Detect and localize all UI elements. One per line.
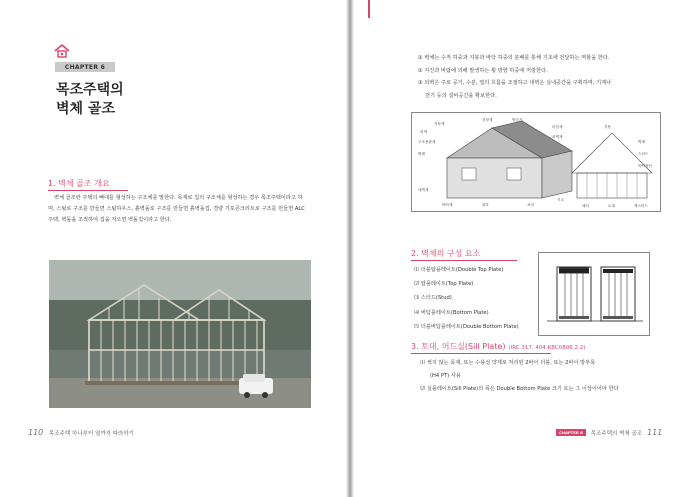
chapter-title-line1: 목조주택의 [56, 82, 124, 98]
list-item: ② 지진과 바람에 의해 발생하는 횡 방향 하중에 저항한다. [418, 67, 548, 74]
list-item: ⑵ 실플레이트(Sill Plate)의 폭은 Double Bottom Plate 크기 또는 그 이상이어야 한다 [420, 386, 619, 392]
diagram-label: 지붕 [604, 125, 611, 129]
diagram-label: 내벽재 [418, 188, 429, 192]
diagram-label: 벽체 [418, 152, 425, 156]
list-item: (H4 PT) 사용 [430, 373, 461, 379]
book-gutter [346, 0, 354, 497]
list-item: ⑴ 더블탑플레이트(Double Top Plate) [414, 267, 504, 273]
left-footer-text: 목조주택 하나부터 열까지 따라하기 [49, 431, 134, 437]
chapter-title-line2: 벽체 골조 [56, 101, 115, 117]
right-page-number: 111 [647, 428, 663, 437]
diagram-label: 기초 [557, 198, 564, 202]
chapter-title [56, 81, 216, 119]
sill-plate-list [420, 357, 670, 396]
section2-rule [411, 260, 517, 261]
wall-framing-photo [49, 260, 311, 408]
diagram-label: 잭스터드 [634, 204, 648, 208]
chapter-badge: CHAPTER 6 [55, 62, 115, 72]
list-item: ⑵ 탑플레이트(Top Plate) [414, 281, 474, 288]
list-item: ① 벽체는 수직 하중과 지붕과 바닥 하중의 분배를 통해 기초에 전달하는 역할을 한다. [418, 55, 610, 61]
diagram-label: 구조용판재 [418, 140, 436, 144]
diagram-label: 토대 [608, 204, 615, 208]
section2-heading: 2. 벽체의 구성 요소 [411, 249, 481, 258]
wall-role-list [418, 52, 668, 102]
right-footer-badge: CHAPTER 6 [556, 429, 586, 436]
diagram-label: 외벽 [420, 130, 427, 134]
list-item: ⑴ 썩지 않는 목재, 또는 수용성 약제로 처리된 2바이 더블, 또는 2바이 방부목 [420, 360, 596, 366]
list-item: ⑷ 버텀플레이트(Bottom Plate) [414, 309, 489, 316]
list-item: ③ 외벽은 주로 공기, 수분, 열의 흐름을 조절하고 내벽은 실내공간을 구획하며, 기계나 [418, 80, 612, 86]
left-page-number: 110 [28, 428, 44, 437]
section3-code-ref: (IRC 317, 404 KBC0806.2.2) [508, 345, 586, 351]
wall-component-list [414, 263, 544, 334]
diagram-label: 천장재 [482, 118, 493, 122]
diagram-label: 창호 [482, 203, 489, 207]
house-structure-diagram [411, 112, 661, 212]
right-footer [556, 428, 662, 437]
list-item: 전기 등의 설비공간을 확보한다. [425, 92, 497, 99]
house-icon [54, 44, 70, 58]
section3-heading-text: 3. 토대, 머드실(Sill Plate) [411, 342, 506, 351]
bookmark-ribbon [368, 0, 370, 18]
section1-heading: 1. 벽체 골조 개요 [48, 179, 110, 188]
section3-rule [411, 353, 551, 354]
section3-heading [411, 341, 585, 352]
right-footer-text: 목조주택의 벽체 골조 [590, 430, 643, 437]
list-item: ⑶ 스터드(Stud) [414, 295, 452, 302]
section1-body: 벽체 골조란 주택의 뼈대를 형성하는 구조체를 말한다. 목재로 집의 구조체를 형성하는 경우 목조주택이라고 하며, 스틸로 구조를 만들면 스틸하우스, 흙벽돌로 구조를 만들면 흙벽돌집, 경량 기포콘크리트로 구조를 만들면 ALC 주택, 벽돌을 조적하여 집을 지으면 벽돌집이라고 한다. [48, 195, 305, 223]
wall-frame-diagram [538, 252, 650, 336]
diagram-label: 헤더 [582, 204, 589, 208]
diagram-label: 처마 [527, 203, 534, 207]
diagram-label: 방습지 [512, 118, 523, 122]
diagram-label: 바닥재 [442, 203, 453, 207]
diagram-label: 벽체 [638, 140, 645, 144]
section1-rule [48, 190, 128, 191]
diagram-label: 바닥장선 [638, 164, 652, 168]
list-item: ⑸ 더블버텀플레이트(Double Bottom Plate) [414, 323, 519, 330]
diagram-label: 스터드 [638, 152, 649, 156]
diagram-label: 외벽재 [552, 135, 563, 139]
left-footer [28, 428, 134, 437]
diagram-label: 지붕재 [434, 122, 445, 126]
diagram-label: 마감재 [552, 125, 563, 129]
